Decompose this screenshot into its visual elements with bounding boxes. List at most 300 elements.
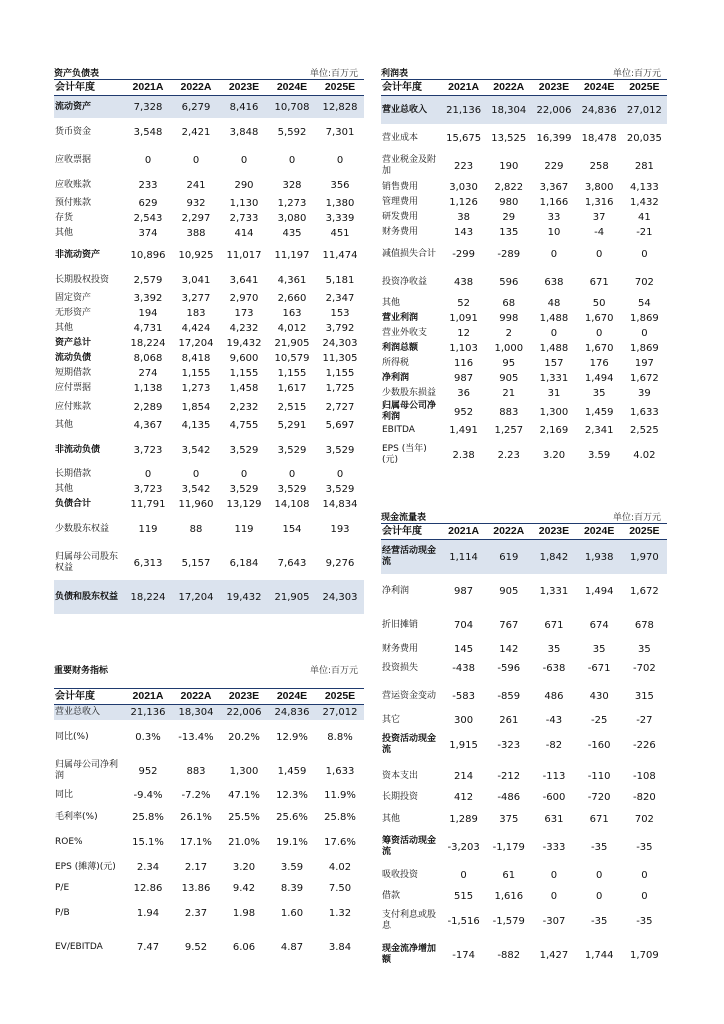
row-value: -299 bbox=[452, 248, 475, 260]
row-value: 631 bbox=[544, 813, 564, 825]
row-value: 229 bbox=[544, 160, 564, 172]
row-value: -160 bbox=[587, 739, 611, 751]
row-value: 1,488 bbox=[539, 313, 569, 324]
row-value: 6,313 bbox=[133, 557, 163, 569]
table-row bbox=[54, 896, 364, 930]
row-value: -13.4% bbox=[178, 731, 214, 743]
row-value: 12.86 bbox=[133, 883, 163, 894]
row-value: 2 bbox=[505, 328, 512, 339]
row-value: -4 bbox=[594, 227, 605, 238]
row-value: 1,670 bbox=[584, 343, 614, 354]
row-value: 24,303 bbox=[316, 580, 364, 614]
column-header-year: 2021A bbox=[441, 80, 486, 96]
row-value: 0 bbox=[641, 248, 648, 260]
row-value: 25.8% bbox=[132, 811, 164, 823]
row-value: -3,203 bbox=[447, 841, 480, 853]
row-value: 3.84 bbox=[328, 941, 352, 953]
table-row bbox=[54, 226, 364, 241]
row-value: 1,114 bbox=[441, 540, 486, 575]
row-value: 1,331 bbox=[539, 373, 569, 384]
row-label: 借款 bbox=[382, 891, 401, 901]
row-label: 其他 bbox=[382, 298, 401, 308]
row-value: 980 bbox=[499, 197, 519, 208]
row-value: 3,542 bbox=[181, 484, 211, 495]
row-label: 归属母公司股东权益 bbox=[55, 552, 119, 573]
row-value: -35 bbox=[636, 841, 653, 853]
row-value: -108 bbox=[633, 770, 656, 782]
row-value: 173 bbox=[234, 308, 254, 319]
cash-flow-titlebar bbox=[381, 508, 667, 524]
row-value: 21,136 bbox=[441, 96, 486, 125]
row-value: 2,525 bbox=[630, 425, 659, 436]
row-value: -438 bbox=[452, 662, 475, 674]
row-value: 1,427 bbox=[539, 949, 569, 961]
row-value: 12.3% bbox=[276, 790, 308, 801]
row-value: 1,155 bbox=[277, 368, 307, 379]
row-value: 678 bbox=[634, 619, 654, 631]
row-value: 1,432 bbox=[630, 197, 659, 208]
row-value: 0 bbox=[336, 469, 344, 480]
row-value: -110 bbox=[587, 770, 611, 782]
row-value: 671 bbox=[589, 276, 609, 288]
row-label: 负债合计 bbox=[55, 499, 92, 509]
row-value: 18,304 bbox=[486, 96, 531, 125]
table-row bbox=[54, 754, 364, 788]
row-value: 1,672 bbox=[630, 585, 659, 597]
row-label: 销售费用 bbox=[382, 182, 419, 192]
row-value: 905 bbox=[499, 585, 519, 597]
table-row bbox=[381, 311, 667, 326]
income-statement-panel bbox=[381, 64, 667, 472]
row-value: 3.20 bbox=[232, 861, 256, 873]
row-label: 长期股权投资 bbox=[55, 274, 110, 285]
row-value: 13,525 bbox=[491, 132, 527, 144]
row-value: 300 bbox=[454, 715, 474, 726]
table-row bbox=[381, 225, 667, 240]
table-row bbox=[381, 341, 667, 356]
row-value: 1,091 bbox=[449, 313, 478, 324]
row-value: 61 bbox=[502, 869, 516, 881]
row-value: 29 bbox=[502, 212, 516, 223]
column-header-year: 2021A bbox=[124, 689, 172, 705]
row-value: 31 bbox=[547, 388, 561, 399]
table-row bbox=[381, 713, 667, 728]
row-label: 非流动负债 bbox=[55, 444, 101, 455]
row-value: 1,491 bbox=[449, 425, 478, 436]
row-value: 2.37 bbox=[184, 907, 208, 919]
row-value: 33 bbox=[547, 212, 561, 223]
column-header-label: 会计年度 bbox=[381, 524, 441, 540]
row-value: 17.6% bbox=[324, 836, 356, 848]
row-label: 利润总额 bbox=[382, 343, 419, 353]
row-value: 0 bbox=[550, 248, 558, 260]
row-value: 11,960 bbox=[178, 499, 214, 510]
row-value: 3,529 bbox=[277, 484, 307, 495]
table-row bbox=[54, 497, 364, 512]
row-value: 4,133 bbox=[630, 182, 659, 193]
row-value: -720 bbox=[587, 792, 611, 803]
table-row bbox=[54, 853, 364, 881]
row-value: 7.50 bbox=[328, 883, 352, 894]
table-row bbox=[381, 326, 667, 341]
row-value: 0 bbox=[595, 891, 603, 902]
column-header-year: 2025E bbox=[316, 80, 364, 96]
row-value: -820 bbox=[633, 792, 656, 803]
row-value: 50 bbox=[592, 298, 606, 309]
row-value: 8,416 bbox=[220, 96, 268, 119]
row-label: 资产总计 bbox=[55, 338, 92, 348]
column-header-year: 2022A bbox=[486, 80, 531, 96]
row-value: 0 bbox=[288, 154, 296, 166]
row-value: 932 bbox=[186, 198, 206, 209]
row-value: 0 bbox=[240, 154, 248, 166]
row-label: EV/EBITDA bbox=[55, 941, 103, 952]
row-value: 4,135 bbox=[181, 420, 211, 431]
row-value: 4,755 bbox=[229, 420, 259, 431]
row-value: 13.86 bbox=[181, 883, 211, 894]
table-row bbox=[381, 762, 667, 790]
column-header-label: 会计年度 bbox=[54, 689, 124, 705]
row-value: 883 bbox=[186, 765, 206, 777]
row-label: 其他 bbox=[55, 420, 74, 430]
row-value: 0 bbox=[550, 328, 558, 339]
row-value: -486 bbox=[497, 792, 521, 803]
row-value: 3,529 bbox=[325, 484, 355, 495]
row-value: -27 bbox=[636, 715, 653, 726]
row-value: 3.59 bbox=[588, 449, 611, 461]
row-value: 214 bbox=[454, 770, 474, 782]
column-header-year: 2025E bbox=[622, 524, 667, 540]
row-value: 47.1% bbox=[228, 790, 260, 801]
row-label: 其他 bbox=[55, 228, 74, 238]
row-value: 39 bbox=[638, 388, 651, 399]
table-row bbox=[54, 512, 364, 546]
row-value: 9,600 bbox=[229, 353, 259, 364]
row-value: 183 bbox=[186, 308, 206, 319]
table-row bbox=[381, 356, 667, 371]
row-value: 1,633 bbox=[325, 765, 355, 777]
table-row bbox=[381, 438, 667, 472]
table-row bbox=[54, 321, 364, 336]
row-value: 438 bbox=[454, 276, 474, 288]
table-row bbox=[381, 889, 667, 904]
income-statement-titlebar bbox=[381, 64, 667, 80]
table-row bbox=[54, 482, 364, 497]
row-value: 1,672 bbox=[630, 373, 659, 384]
row-value: 2.34 bbox=[136, 861, 160, 873]
row-value: 671 bbox=[544, 619, 564, 631]
row-label: 净利润 bbox=[382, 585, 410, 596]
row-label: 营业总收入 bbox=[381, 96, 441, 125]
row-label: 资本支出 bbox=[382, 770, 419, 781]
row-value: 19.1% bbox=[276, 836, 308, 848]
row-value: 21,905 bbox=[274, 338, 310, 349]
row-value: 1,331 bbox=[539, 585, 569, 597]
row-value: 1,616 bbox=[494, 891, 524, 902]
balance-sheet-table bbox=[54, 80, 364, 614]
row-value: 0 bbox=[595, 248, 603, 260]
row-label: 毛利率(%) bbox=[55, 811, 98, 822]
row-value: 17,204 bbox=[178, 338, 214, 349]
income-statement-table bbox=[381, 80, 667, 472]
row-value: 27,012 bbox=[622, 96, 667, 125]
row-value: 1,300 bbox=[229, 765, 259, 777]
key-ratios-table bbox=[54, 689, 364, 964]
row-label: P/E bbox=[55, 883, 70, 893]
balance-sheet-title: 资产负债表 bbox=[54, 69, 100, 79]
row-value: 671 bbox=[589, 813, 609, 825]
row-value: 1,257 bbox=[494, 425, 524, 436]
column-header-year: 2024E bbox=[268, 689, 316, 705]
row-label: 存货 bbox=[55, 213, 74, 223]
row-value: 1,915 bbox=[449, 739, 478, 751]
row-value: 1.60 bbox=[280, 907, 304, 919]
row-value: 1,155 bbox=[229, 368, 259, 379]
row-value: 5,157 bbox=[181, 557, 211, 569]
row-value: 274 bbox=[138, 368, 158, 379]
row-value: 35 bbox=[592, 644, 606, 655]
row-value: 18,224 bbox=[130, 338, 166, 349]
row-value: 1,103 bbox=[449, 343, 478, 354]
row-value: 11.9% bbox=[324, 790, 356, 801]
row-value: 8.39 bbox=[280, 883, 304, 894]
row-value: 3,367 bbox=[539, 182, 569, 193]
row-value: 6,184 bbox=[229, 557, 259, 569]
row-value: 261 bbox=[499, 715, 519, 726]
row-value: 486 bbox=[544, 690, 564, 702]
row-value: 1,633 bbox=[630, 406, 659, 418]
row-value: 767 bbox=[499, 619, 519, 631]
row-value: 1,709 bbox=[630, 949, 659, 961]
row-value: -1,579 bbox=[492, 915, 525, 927]
row-value: 10,896 bbox=[130, 249, 166, 261]
row-label: 营业外收支 bbox=[382, 328, 428, 338]
row-label: 归属母公司净利润 bbox=[382, 401, 437, 422]
row-value: 1.98 bbox=[232, 907, 256, 919]
row-label: 应付账款 bbox=[55, 401, 92, 412]
row-label: 流动负债 bbox=[55, 353, 92, 363]
row-value: 2,515 bbox=[277, 401, 307, 413]
row-label: 应收账款 bbox=[55, 179, 92, 190]
row-value: 4,361 bbox=[277, 274, 307, 286]
row-value: -35 bbox=[590, 915, 608, 927]
row-value: 68 bbox=[502, 298, 516, 309]
row-value: -35 bbox=[590, 841, 608, 853]
column-header-year: 2025E bbox=[622, 80, 667, 96]
row-value: 20.2% bbox=[228, 731, 260, 743]
row-value: 2,543 bbox=[133, 213, 163, 224]
table-row bbox=[54, 881, 364, 896]
row-value: 5,291 bbox=[277, 420, 307, 431]
row-value: 10,579 bbox=[274, 353, 310, 364]
row-value: 3,723 bbox=[133, 444, 163, 456]
row-value: 1,316 bbox=[584, 197, 614, 208]
row-value: 3,041 bbox=[181, 274, 211, 286]
row-value: 0 bbox=[550, 891, 558, 902]
row-value: 0 bbox=[641, 869, 648, 881]
row-value: 7.47 bbox=[136, 941, 160, 953]
row-value: 290 bbox=[234, 179, 254, 191]
row-value: 15,675 bbox=[446, 132, 482, 144]
row-value: 356 bbox=[330, 179, 350, 191]
row-value: 374 bbox=[138, 228, 158, 239]
row-value: 3,641 bbox=[229, 274, 259, 286]
row-value: -174 bbox=[452, 949, 475, 961]
row-value: 1,273 bbox=[181, 383, 211, 394]
row-value: 1,842 bbox=[531, 540, 576, 575]
row-value: 2,232 bbox=[229, 401, 259, 413]
key-ratios-panel bbox=[54, 650, 364, 964]
row-value: 1,617 bbox=[277, 383, 307, 394]
row-value: 143 bbox=[454, 227, 474, 238]
row-value: 25.8% bbox=[324, 811, 356, 823]
row-value: 1,459 bbox=[584, 406, 614, 418]
row-value: 12,828 bbox=[316, 96, 364, 119]
row-label: 无形资产 bbox=[55, 308, 92, 318]
row-value: 3,800 bbox=[584, 182, 614, 193]
table-row bbox=[381, 642, 667, 657]
column-header-label: 会计年度 bbox=[381, 80, 441, 96]
row-value: 13,129 bbox=[226, 499, 262, 510]
row-value: 0 bbox=[550, 869, 558, 881]
table-header-row bbox=[54, 689, 364, 705]
row-value: 451 bbox=[330, 228, 350, 239]
row-label: 非流动资产 bbox=[55, 249, 101, 260]
row-value: 987 bbox=[454, 373, 474, 384]
row-value: 4,731 bbox=[133, 323, 163, 334]
row-value: 674 bbox=[589, 619, 609, 631]
row-value: 16,399 bbox=[536, 132, 572, 144]
table-row bbox=[381, 657, 667, 679]
row-label: 应付票据 bbox=[55, 383, 92, 393]
row-value: 1,130 bbox=[229, 198, 259, 209]
row-label: 其他 bbox=[382, 813, 401, 824]
row-label: 应收票据 bbox=[55, 154, 92, 165]
cash-flow-panel bbox=[381, 508, 667, 972]
row-value: 154 bbox=[282, 523, 302, 535]
row-value: 515 bbox=[454, 891, 474, 902]
row-value: 19,432 bbox=[220, 580, 268, 614]
row-value: 1,459 bbox=[277, 765, 307, 777]
row-value: 1,970 bbox=[622, 540, 667, 575]
row-value: -25 bbox=[590, 715, 608, 726]
row-value: 704 bbox=[454, 619, 474, 631]
row-value: 10,925 bbox=[178, 249, 214, 261]
row-label: 货币资金 bbox=[55, 126, 92, 137]
table-row bbox=[54, 831, 364, 853]
row-value: 54 bbox=[638, 298, 651, 309]
row-value: 258 bbox=[589, 160, 609, 172]
row-value: 2.23 bbox=[497, 449, 520, 461]
table-row bbox=[54, 241, 364, 269]
cash-flow-table bbox=[381, 524, 667, 972]
table-row bbox=[381, 210, 667, 225]
table-row bbox=[54, 174, 364, 196]
row-value: -600 bbox=[542, 792, 566, 803]
row-value: -35 bbox=[636, 915, 653, 927]
row-value: 0.3% bbox=[135, 731, 161, 743]
table-row bbox=[54, 336, 364, 351]
table-row bbox=[54, 433, 364, 467]
row-value: 987 bbox=[454, 585, 474, 597]
table-row bbox=[381, 371, 667, 386]
row-label: 研发费用 bbox=[382, 212, 419, 222]
row-value: 281 bbox=[634, 160, 654, 172]
row-value: 1,155 bbox=[181, 368, 211, 379]
row-value: 24,836 bbox=[268, 705, 316, 721]
row-label: 少数股东损益 bbox=[382, 388, 437, 398]
row-value: 4.02 bbox=[328, 861, 352, 873]
row-value: 0 bbox=[240, 469, 248, 480]
table-row bbox=[54, 467, 364, 482]
row-value: 135 bbox=[499, 227, 519, 238]
row-value: 21.0% bbox=[228, 836, 260, 848]
row-value: -702 bbox=[633, 662, 656, 674]
row-value: 119 bbox=[234, 523, 254, 535]
row-value: 1,725 bbox=[325, 383, 355, 394]
row-value: -596 bbox=[497, 662, 521, 674]
row-value: 1,458 bbox=[229, 383, 259, 394]
table-row bbox=[381, 728, 667, 762]
row-value: -323 bbox=[497, 739, 521, 751]
row-value: 3.20 bbox=[542, 449, 566, 461]
row-value: 0 bbox=[595, 328, 603, 339]
table-row bbox=[381, 386, 667, 401]
table-row bbox=[54, 146, 364, 174]
row-label: 筹资活动现金流 bbox=[382, 836, 437, 857]
row-value: 233 bbox=[138, 179, 158, 191]
row-label: 折旧摊销 bbox=[382, 619, 419, 630]
row-value: 3,848 bbox=[229, 126, 259, 138]
row-value: 0 bbox=[192, 469, 200, 480]
row-value: 9,276 bbox=[325, 557, 355, 569]
row-value: 18,478 bbox=[581, 132, 617, 144]
row-value: 435 bbox=[282, 228, 302, 239]
row-value: 241 bbox=[186, 179, 206, 191]
row-value: 1,138 bbox=[133, 383, 163, 394]
row-value: -333 bbox=[542, 841, 566, 853]
row-value: 0 bbox=[641, 891, 648, 902]
row-label: 其他 bbox=[55, 484, 74, 494]
table-row bbox=[381, 833, 667, 861]
table-row bbox=[54, 546, 364, 580]
table-row bbox=[381, 679, 667, 713]
row-value: -43 bbox=[545, 715, 563, 726]
row-label: 经营活动现金流 bbox=[381, 540, 441, 575]
row-label: 短期借款 bbox=[55, 368, 92, 378]
row-value: 412 bbox=[454, 792, 474, 803]
column-header-year: 2021A bbox=[441, 524, 486, 540]
row-value: 35 bbox=[638, 644, 651, 655]
row-value: 3,792 bbox=[325, 323, 355, 334]
row-value: 430 bbox=[589, 690, 609, 702]
table-row bbox=[381, 861, 667, 889]
row-value: -113 bbox=[542, 770, 566, 782]
row-value: 952 bbox=[138, 765, 158, 777]
row-label: 固定资产 bbox=[55, 293, 92, 303]
row-value: 3,723 bbox=[133, 484, 163, 495]
row-value: 24,303 bbox=[322, 338, 358, 349]
row-value: 2,347 bbox=[325, 293, 355, 304]
row-value: 2,727 bbox=[325, 401, 355, 413]
row-value: -7.2% bbox=[181, 790, 211, 801]
row-value: 194 bbox=[138, 308, 158, 319]
column-header-year: 2022A bbox=[172, 689, 220, 705]
row-value: 1,000 bbox=[494, 343, 524, 354]
row-value: 17.1% bbox=[180, 836, 212, 848]
row-value: 5,592 bbox=[277, 126, 307, 138]
row-value: 1,670 bbox=[584, 313, 614, 324]
